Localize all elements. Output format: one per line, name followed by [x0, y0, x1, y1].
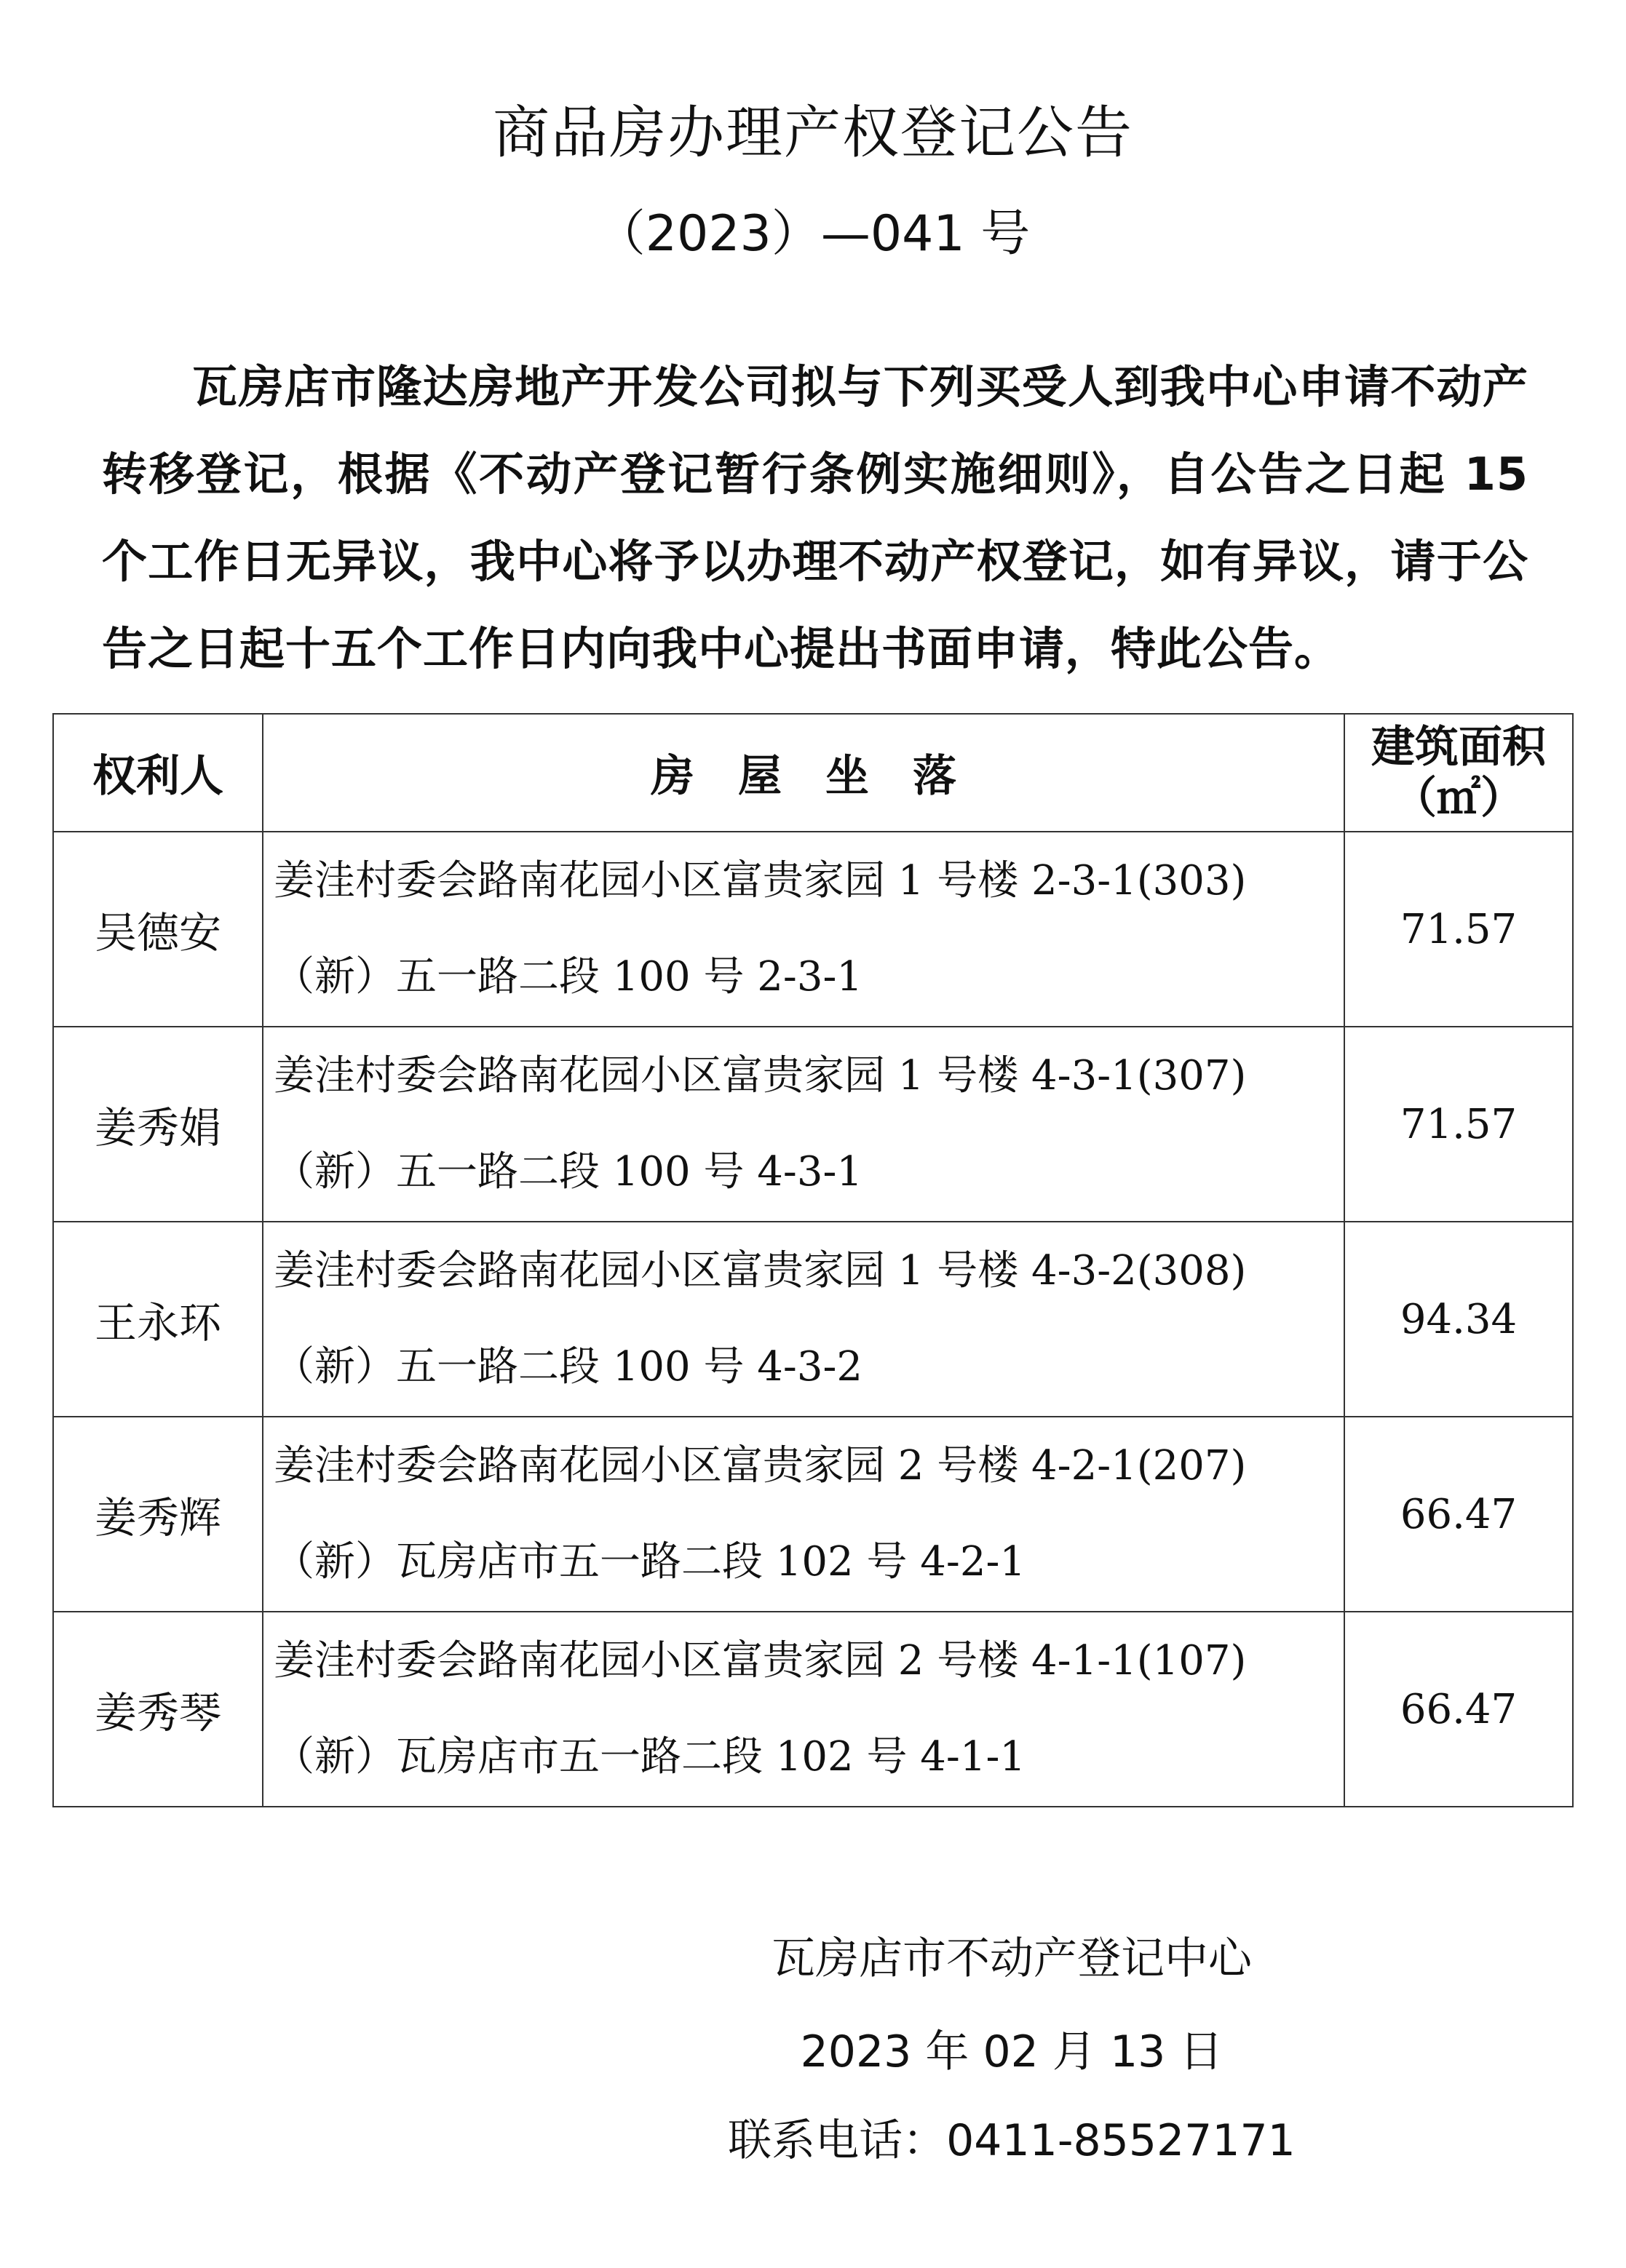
owner-cell: 姜秀娟	[53, 1027, 263, 1222]
area-cell: 71.57	[1344, 832, 1573, 1027]
owner-cell: 王永环	[53, 1222, 263, 1417]
area-cell: 94.34	[1344, 1222, 1573, 1417]
location-old-address: 姜洼村委会路南花园小区富贵家园 1 号楼 4-3-2(308)	[274, 1247, 1247, 1294]
table-row	[53, 1417, 1573, 1612]
issue-date: 2023 年 02 月 13 日	[800, 2026, 1224, 2077]
issuing-organization: 瓦房店市不动产登记中心	[772, 1933, 1252, 1984]
location-cell	[263, 1222, 1344, 1417]
location-new-address: （新）五一路二段 100 号 4-3-2	[274, 1343, 863, 1390]
notice-body: 瓦房店市隆达房地产开发公司拟与下列买受人到我中心申请不动产转移登记，根据《不动产登记暂行条例实施细则》，自公告之日起 15 个工作日无异议，我中心将予以办理不动产权登记，如有异议，请于公告之日起十五个工作日内向我中心提出书面申请，特此公告。	[102, 360, 1528, 675]
table-row	[53, 832, 1573, 1027]
ownership-table	[52, 713, 1574, 1807]
table-row	[53, 1222, 1573, 1417]
location-old-address: 姜洼村委会路南花园小区富贵家园 2 号楼 4-1-1(107)	[274, 1637, 1247, 1684]
header-area-unit: （㎡）	[1393, 773, 1524, 824]
location-cell	[263, 1612, 1344, 1807]
owner-cell: 姜秀琴	[53, 1612, 263, 1807]
location-cell	[263, 1417, 1344, 1612]
table-header-row	[53, 714, 1573, 832]
owner-cell: 姜秀辉	[53, 1417, 263, 1612]
header-area-label: 建筑面积	[1371, 722, 1546, 773]
location-new-address: （新）瓦房店市五一路二段 102 号 4-1-1	[274, 1733, 1026, 1780]
area-cell: 66.47	[1344, 1417, 1573, 1612]
document-number: （2023）—041 号	[595, 205, 1031, 263]
header-location: 房 屋 坐 落	[263, 714, 1344, 832]
location-new-address: （新）五一路二段 100 号 4-3-1	[274, 1148, 863, 1195]
header-owner: 权利人	[53, 714, 263, 832]
location-new-address: （新）五一路二段 100 号 2-3-1	[274, 953, 863, 1000]
location-cell	[263, 1027, 1344, 1222]
location-cell	[263, 832, 1344, 1027]
area-cell: 66.47	[1344, 1612, 1573, 1807]
location-new-address: （新）瓦房店市五一路二段 102 号 4-2-1	[274, 1538, 1026, 1585]
location-old-address: 姜洼村委会路南花园小区富贵家园 1 号楼 4-3-1(307)	[274, 1052, 1247, 1099]
table-row	[53, 1612, 1573, 1807]
table-row	[53, 1027, 1573, 1222]
contact-phone: 联系电话：0411-85527171	[728, 2115, 1296, 2166]
header-area	[1344, 714, 1573, 832]
owner-cell: 吴德安	[53, 832, 263, 1027]
location-old-address: 姜洼村委会路南花园小区富贵家园 1 号楼 2-3-1(303)	[274, 857, 1247, 904]
location-old-address: 姜洼村委会路南花园小区富贵家园 2 号楼 4-2-1(207)	[274, 1442, 1247, 1489]
area-cell: 71.57	[1344, 1027, 1573, 1222]
notice-title: 商品房办理产权登记公告	[492, 100, 1133, 166]
